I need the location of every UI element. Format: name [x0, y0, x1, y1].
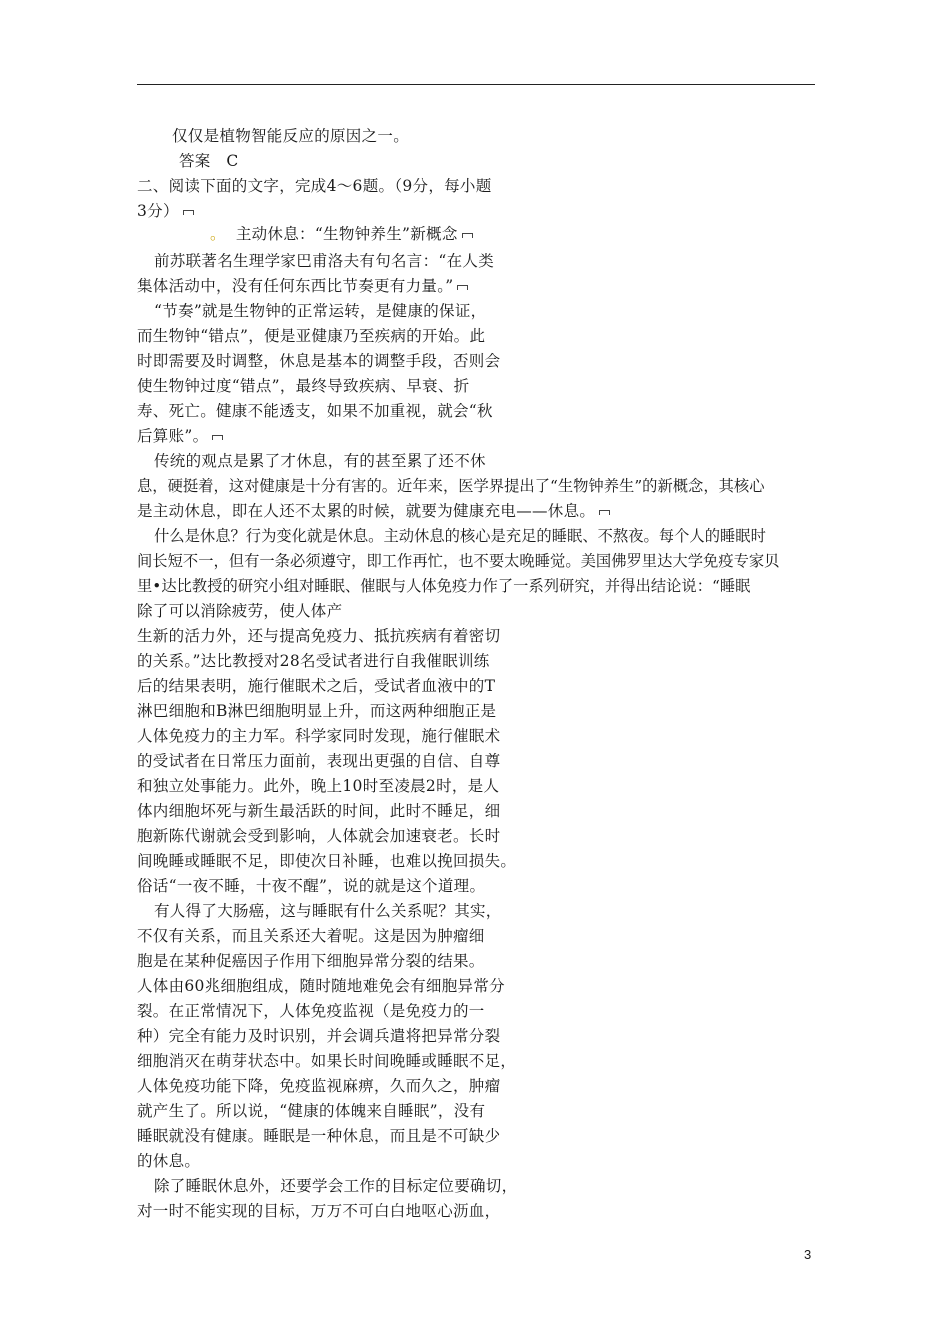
header-rule: [137, 84, 815, 85]
return-mark-icon: [183, 208, 194, 217]
text-line: 俗话“一夜不睡，十夜不醒”，说的就是这个道理。: [137, 877, 486, 895]
text-line: 不仅有关系，而且关系还大着呢。这是因为肿瘤细: [137, 927, 485, 945]
text-line: 和独立处事能力。此外，晚上10时至凌晨2时，是人: [137, 777, 500, 795]
text-line: 使生物钟过度“错点”，最终导致疾病、早衰、折: [137, 377, 470, 395]
text-line: 裂。在正常情况下，人体免疫监视（是免疫力的一: [137, 1002, 485, 1020]
text-line: 是主动休息，即在人还不太累的时候，就要为健康充电——休息。: [137, 500, 610, 522]
text-line: 淋巴细胞和B淋巴细胞明显上升，而这两种细胞正是: [137, 702, 497, 720]
answer-line: 答案 C: [179, 152, 239, 170]
text-line: 时即需要及时调整，休息是基本的调整手段，否则会: [137, 352, 501, 370]
return-mark-icon: [212, 433, 223, 442]
text-line: 胞是在某种促癌因子作用下细胞异常分裂的结果。: [137, 952, 485, 970]
text-line: 人体免疫力的主力军。科学家同时发现，施行催眠术: [137, 727, 501, 745]
text-line: 间长短不一，但有一条必须遵守，即工作再忙，也不要太晚睡觉。美国佛罗里达大学免疫专家贝: [137, 552, 780, 570]
text-line: 的休息。: [137, 1152, 201, 1170]
text-line: 仅仅是植物智能反应的原因之一。: [172, 127, 410, 145]
title-dot: 。: [210, 225, 226, 243]
text-line: 细胞消灭在萌芽状态中。如果长时间晚睡或睡眠不足，: [137, 1052, 517, 1070]
text-line: 集体活动中，没有任何东西比节奏更有力量。”: [137, 275, 468, 297]
text-line: 有人得了大肠癌，这与睡眠有什么关系呢？其实，: [154, 902, 502, 920]
text-line: 前苏联著名生理学家巴甫洛夫有句名言：“在人类: [154, 252, 495, 270]
text-line: 人体由60兆细胞组成，随时随地难免会有细胞异常分: [137, 977, 505, 995]
text-line: 对一时不能实现的目标，万万不可白白地呕心沥血，: [137, 1202, 501, 1220]
text-line: 寿、死亡。健康不能透支，如果不加重视，就会“秋: [137, 402, 493, 420]
text-line: 睡眠就没有健康。睡眠是一种休息，而且是不可缺少: [137, 1127, 501, 1145]
text-line: 里•达比教授的研究小组对睡眠、催眠与人体免疫力作了一系列研究，并得出结论说：“睡眠: [137, 577, 751, 595]
return-mark-icon: [462, 231, 473, 240]
section-heading-cont: 3分）: [137, 200, 194, 222]
text-line: 除了可以消除疲劳，使人体产: [137, 602, 343, 620]
text-line: 的关系。”达比教授对28名受试者进行自我催眠训练: [137, 652, 490, 670]
text-line: 胞新陈代谢就会受到影响，人体就会加速衰老。长时: [137, 827, 501, 845]
text-line: “节奏”就是生物钟的正常运转，是健康的保证，: [154, 302, 487, 320]
text-line: 体内细胞坏死与新生最活跃的时间，此时不睡足，细: [137, 802, 501, 820]
text-line: 除了睡眠休息外，还要学会工作的目标定位要确切，: [154, 1177, 518, 1195]
text-line: 传统的观点是累了才休息，有的甚至累了还不休: [154, 452, 486, 470]
text-line: 而生物钟“错点”，便是亚健康乃至疾病的开始。此: [137, 327, 486, 345]
text-line: 的受试者在日常压力面前，表现出更强的自信、自尊: [137, 752, 501, 770]
text-line: 后算账”。: [137, 425, 223, 447]
text-line: 什么是休息？行为变化就是休息。主动休息的核心是充足的睡眠、不熬夜。每个人的睡眠时: [154, 527, 766, 545]
text-line: 后的结果表明，施行催眠术之后，受试者血液中的T: [137, 677, 496, 695]
text-line: 间晚睡或睡眠不足，即使次日补睡，也难以挽回损失。: [137, 852, 517, 870]
text-line: 就产生了。所以说，“健康的体魄来自睡眠”，没有: [137, 1102, 486, 1120]
text-line: 种）完全有能力及时识别，并会调兵遣将把异常分裂: [137, 1027, 501, 1045]
section-heading: 二、阅读下面的文字，完成4～6题。（9分，每小题: [137, 177, 492, 195]
return-mark-icon: [599, 508, 610, 517]
return-mark-icon: [457, 283, 468, 292]
page-number: 3: [804, 1247, 812, 1262]
text-line: 人体免疫功能下降，免疫监视麻痹，久而久之，肿瘤: [137, 1077, 501, 1095]
text-line: 息，硬挺着，这对健康是十分有害的。近年来，医学界提出了“生物钟养生”的新概念，其核心: [137, 477, 765, 495]
text-line: 生新的活力外，还与提高免疫力、抵抗疾病有着密切: [137, 627, 501, 645]
article-title: 。 主动休息：“生物钟养生”新概念: [210, 223, 473, 245]
